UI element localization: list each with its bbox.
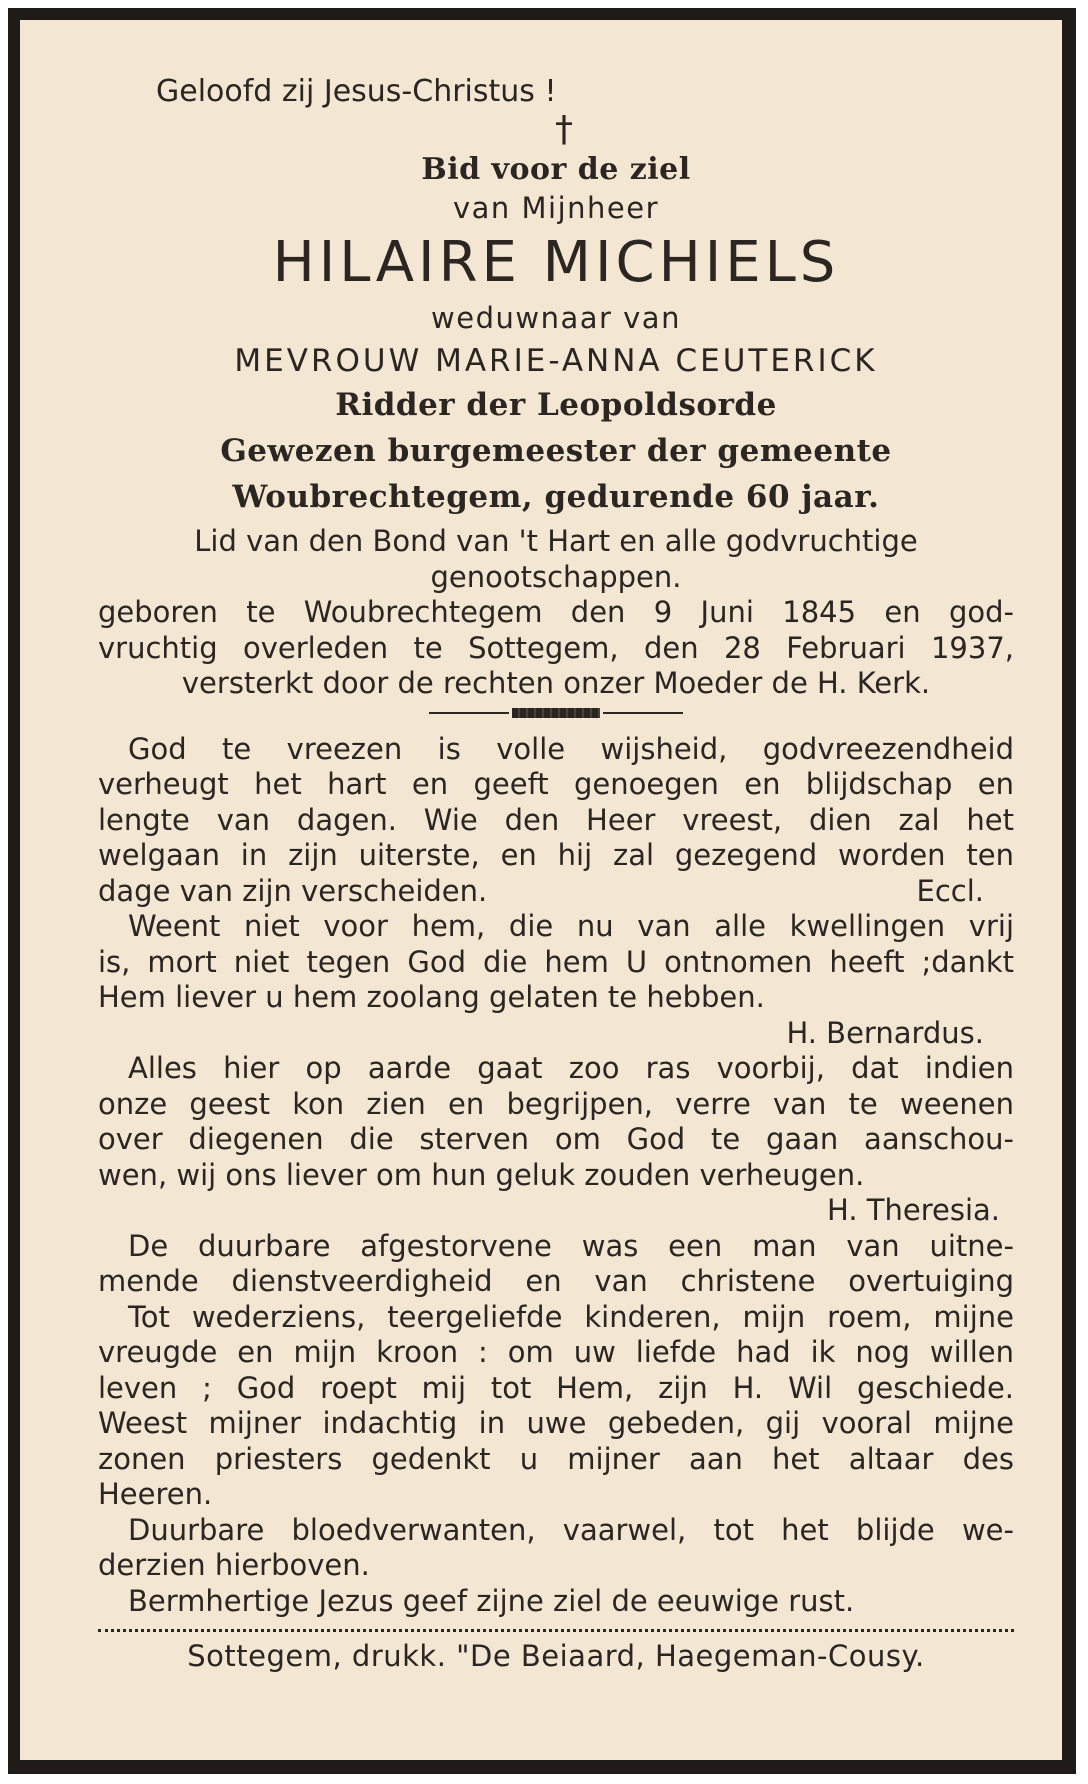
text-line: leven ; God roept mij tot Hem, zijn H. Wil geschiede. bbox=[98, 1370, 1014, 1405]
text-line: De duurbare afgestorvene was een man van uitne- bbox=[128, 1228, 1014, 1263]
quote-ecclesiasticus bbox=[98, 732, 1014, 910]
prayer-request: Bid voor de ziel bbox=[421, 152, 691, 187]
text-line: lengte van dagen. Wie den Heer vreest, dien zal het bbox=[98, 802, 1014, 837]
text-line: Weent niet voor hem, die nu van alle kwellingen vrij bbox=[128, 909, 1014, 943]
cross-icon: † bbox=[555, 109, 573, 150]
text-line: welgaan in zijn uiterste, en hij zal gezegend worden ten bbox=[98, 838, 1014, 872]
weduwnaar-label: weduwnaar van bbox=[431, 301, 681, 335]
ornamental-separator bbox=[98, 708, 1014, 718]
text-line: over diegenen die sterven om God te gaan aanschou- bbox=[98, 1122, 1014, 1156]
wife-name: MEVROUW MARIE-ANNA CEUTERICK bbox=[234, 343, 878, 379]
deceased-name: HILAIRE MICHIELS bbox=[272, 230, 840, 295]
quote-theresia bbox=[98, 1051, 1014, 1229]
bio-line: genootschappen. bbox=[430, 559, 682, 594]
van-mijnheer: van Mijnheer bbox=[452, 191, 660, 225]
title-burgemeester: Gewezen burgemeester der gemeente bbox=[220, 433, 892, 469]
title-ridder: Ridder der Leopoldsorde bbox=[335, 387, 777, 423]
text-line: mende dienstveerdigheid en van christene overtuiging bbox=[98, 1264, 1014, 1298]
text-line: vreugde en mijn kroon : om uw liefde had ik nog willen bbox=[98, 1335, 1014, 1369]
text-line: Tot wederziens, teergeliefde kinderen, mijn roem, mijne bbox=[128, 1299, 1014, 1334]
invocation: Geloofd zij Jesus-Christus ! bbox=[156, 74, 557, 109]
text-line: Duurbare bloedverwanten, vaarwel, tot het blijde we- bbox=[128, 1512, 1014, 1547]
biography bbox=[98, 524, 1014, 702]
text-line: is, mort niet tegen God die hem U ontnomen heeft ;dankt bbox=[98, 944, 1014, 979]
quote-bernardus bbox=[98, 909, 1014, 1051]
bio-line: versterkt door de rechten onzer Moeder de H. Kerk. bbox=[181, 666, 931, 700]
text-line: onze geest kon zien en begrijpen, verre van te weenen bbox=[98, 1086, 1014, 1121]
bio-line: Lid van den Bond van 't Hart en alle godvruchtige bbox=[194, 524, 918, 558]
card-content bbox=[98, 62, 1014, 1676]
memorial-card bbox=[8, 8, 1076, 1774]
source-eccl: Eccl. bbox=[916, 873, 984, 908]
text-line: zonen priesters gedenkt u mijner aan het altaar des bbox=[98, 1441, 1014, 1476]
text-line: derzien hierboven. bbox=[98, 1548, 370, 1582]
text-line bbox=[98, 874, 1014, 910]
source-theresia: H. Theresia. bbox=[827, 1193, 1000, 1227]
text-line: Weest mijner indachtig in uwe gebeden, gij vooral mijne bbox=[98, 1406, 1014, 1440]
source-bernardus: H. Bernardus. bbox=[786, 1015, 984, 1050]
bio-line: geboren te Woubrechtegem den 9 Juni 1845 en god- bbox=[98, 595, 1014, 629]
text-line: God te vreezen is volle wijsheid, godvreezendheid bbox=[128, 731, 1014, 766]
printer-credit: Sottegem, drukk. "De Beiaard, Haegeman-Cousy. bbox=[187, 1639, 925, 1673]
text-line: Hem liever u hem zoolang gelaten te hebben. bbox=[98, 980, 765, 1014]
bio-line: vruchtig overleden te Sottegem, den 28 Februari 1937, bbox=[98, 630, 1014, 665]
dotted-divider bbox=[98, 1629, 1014, 1632]
text-line: Alles hier op aarde gaat zoo ras voorbij, dat indien bbox=[128, 1051, 1014, 1085]
text-line: wen, wij ons liever om hun geluk zouden verheugen. bbox=[98, 1157, 865, 1192]
text-line: Heeren. bbox=[98, 1477, 213, 1511]
text-fragment: dage van zijn verscheiden. bbox=[98, 873, 488, 908]
closing-text bbox=[98, 1229, 1014, 1620]
title-woubrechtegem: Woubrechtegem, gedurende 60 jaar. bbox=[232, 479, 880, 515]
text-line: verheugt het hart en geeft genoegen en blijdschap en bbox=[98, 767, 1014, 801]
text-line: Bermhertige Jezus geef zijne ziel de eeuwige rust. bbox=[128, 1583, 855, 1618]
